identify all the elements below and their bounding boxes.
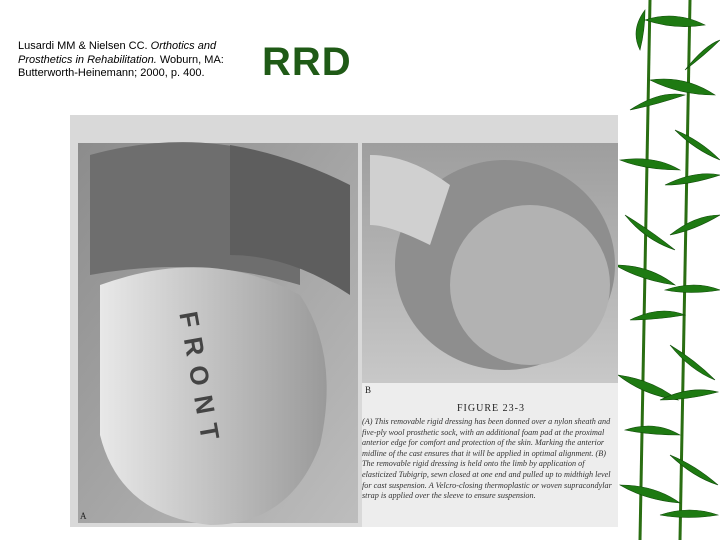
slide-title: RRD [262,40,352,84]
panel-b-label: B [365,385,372,395]
bamboo-leaves-icon [610,0,720,540]
panel-a-label: A [80,511,87,521]
stump-writing: FRONT [173,309,228,452]
figure-caption: (A) This removable rigid dressing has been donned over a nylon sheath and five-ply wool prosthetic sock, with an additional foam pad at the proximal anterior edge for comfort and protection of the skin. Marking the anterior midline of the cast ensures that it will be applied in optimal alignment. (B) The removable rigid dressing is held onto the limb by application of elasticized Tubigrip, sewn closed at one end and pulled up to midthigh level for cast suspension. A Velcro-closing thermoplastic or woven supracondylar strap is applied over the sleeve to ensure suspension. [362,417,612,501]
citation-book-title: Orthotics and Prosthetics in Rehabilitation. [18,40,217,66]
figure-title: FIGURE 23-3 [457,403,525,414]
citation-publisher: Woburn, MA: Butterworth-Heinemann; 2000, p. 400. [18,53,224,79]
citation-block [18,40,248,81]
citation-authors: Lusardi MM & Nielsen CC. [18,40,148,52]
